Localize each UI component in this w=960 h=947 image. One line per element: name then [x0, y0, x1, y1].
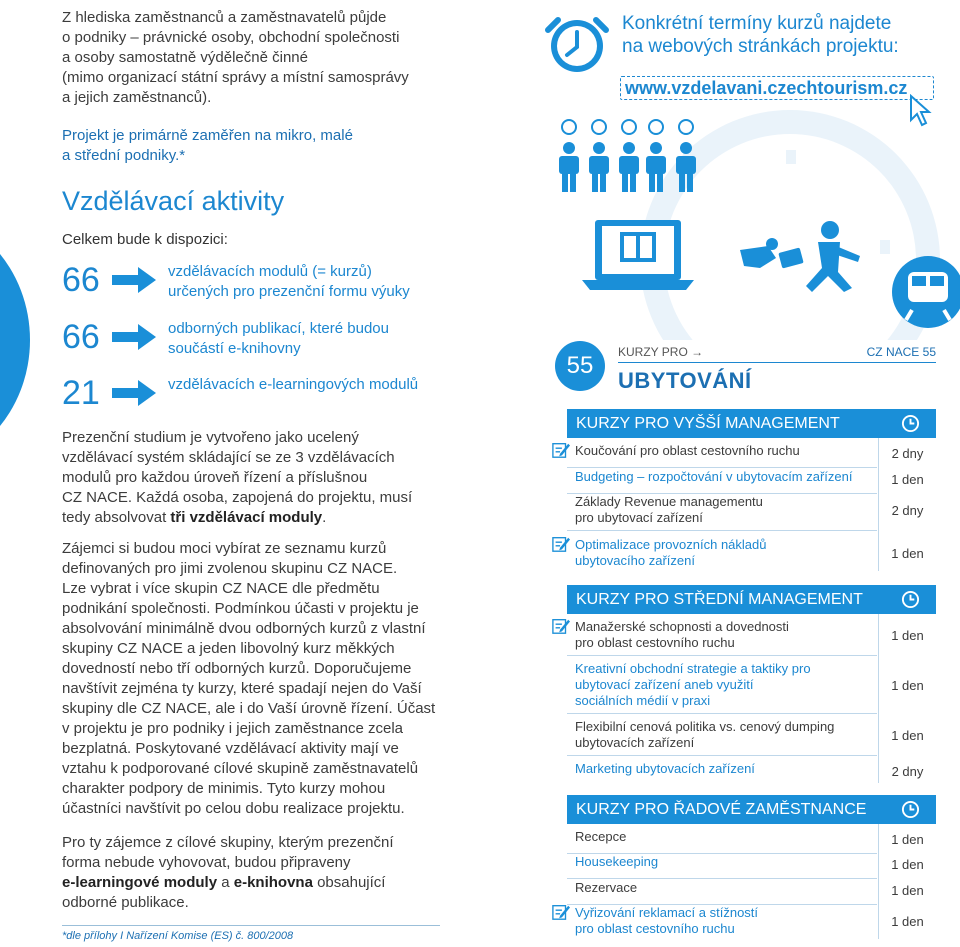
stat-line: určených pro prezenční formu výuky	[168, 283, 410, 300]
web-heading-line: na webových stránkách projektu:	[622, 36, 899, 57]
course-row	[567, 494, 936, 528]
course-duration: 1 den	[891, 728, 924, 743]
project-url-link[interactable]: www.vzdelavani.czechtourism.cz	[620, 76, 934, 100]
paragraph-study	[62, 428, 444, 528]
text-line: Prezenční studium je vytvořeno jako ucelený	[62, 429, 359, 446]
section-title: KURZY PRO ŘADOVÉ ZAMĚSTNANCE	[576, 801, 867, 818]
course-duration: 1 den	[891, 546, 924, 561]
bold-text: tři vzdělávací moduly	[170, 509, 323, 526]
course-name	[575, 719, 875, 751]
section-header	[567, 585, 936, 614]
course-name	[575, 619, 875, 651]
course-name-line: ubytovací zařízení aneb využití	[575, 677, 754, 692]
intro-block	[62, 8, 442, 166]
course-duration: 2 dny	[891, 764, 924, 779]
web-heading	[622, 12, 942, 58]
text-line: Pro ty zájemce z cílové skupiny, kterým prezenční	[62, 834, 394, 851]
course-name-line: Budgeting – rozpočtování v ubytovacím zařízení	[575, 469, 853, 484]
clock-icon	[901, 414, 920, 433]
clock-icon	[901, 800, 920, 819]
course-duration: 1 den	[891, 857, 924, 872]
row-divider	[567, 713, 877, 714]
arrow-icon: →	[691, 345, 704, 359]
course-name	[575, 829, 875, 845]
course-row	[567, 854, 936, 876]
courses-for-label	[618, 345, 703, 359]
course-name-line: Housekeeping	[575, 854, 659, 869]
text-line: CZ NACE. Každá osoba, zapojená do projektu, musí	[62, 489, 413, 506]
clock-icon	[901, 590, 920, 609]
course-name	[575, 761, 875, 777]
course-name-line: ubytovacího zařízení	[575, 553, 695, 568]
text-line: Zájemci si budou moci vybírat ze seznamu kurzů	[62, 540, 387, 557]
course-name	[575, 905, 875, 937]
web-heading-line: Konkrétní termíny kurzů najdete	[622, 13, 892, 34]
course-duration: 1 den	[891, 914, 924, 929]
elearning-pencil-icon	[552, 903, 570, 921]
text-span: .	[322, 509, 327, 526]
course-name-line: Marketing ubytovacích zařízení	[575, 761, 755, 776]
intro-line: Z hlediska zaměstnanců a zaměstnavatelů půjde	[62, 9, 387, 26]
course-name-line: pro oblast cestovního ruchu	[575, 635, 735, 650]
course-name-line: pro oblast cestovního ruchu	[575, 921, 735, 936]
project-line: Projekt je primárně zaměřen na mikro, malé	[62, 127, 353, 144]
course-row	[567, 905, 936, 939]
catalog-title: UBYTOVÁNÍ	[618, 368, 752, 393]
course-name-line: Rezervace	[575, 880, 638, 895]
course-name	[575, 537, 875, 569]
cursor-icon	[908, 94, 934, 128]
project-focus	[62, 126, 442, 166]
bold-text: e-knihovna	[233, 874, 313, 891]
stat-elearning	[62, 375, 468, 411]
arrow-right-icon	[112, 324, 156, 350]
text-line: navštívit zejména ty kurzy, které spadají nejen do Vaší	[62, 680, 422, 697]
course-name	[575, 443, 875, 459]
stat-line: odborných publikací, které budou	[168, 320, 389, 337]
course-name-line: ubytovacích zařízení	[575, 735, 695, 750]
course-name	[575, 661, 875, 709]
arrow-right-icon	[112, 380, 156, 406]
elearning-pencil-icon	[552, 441, 570, 459]
elearning-pencil-icon	[552, 617, 570, 635]
course-name-line: Koučování pro oblast cestovního ruchu	[575, 443, 800, 458]
course-duration: 2 dny	[891, 503, 924, 518]
row-divider	[567, 878, 877, 879]
course-duration: 1 den	[891, 472, 924, 487]
course-name-line: pro ubytovací zařízení	[575, 510, 703, 525]
stat-line: vzdělávacích e-learningových modulů	[168, 376, 419, 393]
bold-text: e-learningové moduly	[62, 874, 218, 891]
course-row	[567, 880, 936, 902]
stat-publications	[62, 319, 468, 359]
intro-line: a osoby samostatně výdělečně činné	[62, 49, 308, 66]
text-line: dovedností nebo tří odborných kurzů. Doporučujeme	[62, 660, 412, 677]
course-name-line: Optimalizace provozních nákladů	[575, 537, 767, 552]
intro-line: (mimo organizací státní správy a místní samosprávy	[62, 69, 409, 86]
course-duration: 2 dny	[891, 446, 924, 461]
text-line: absolvování minimálně dvou odborných kurzů z vlastní	[62, 620, 426, 637]
text-line	[62, 508, 444, 528]
project-line: a střední podniky.*	[62, 147, 186, 164]
row-divider	[567, 530, 877, 531]
course-name	[575, 880, 875, 896]
stat-text	[168, 375, 468, 395]
course-name-line: Kreativní obchodní strategie a taktiky pro	[575, 661, 811, 676]
section-title: KURZY PRO VYŠŠÍ MANAGEMENT	[576, 415, 840, 432]
stat-presence-modules	[62, 262, 468, 302]
footnote-divider	[62, 925, 440, 926]
laptop-icon	[582, 220, 694, 290]
course-name	[575, 469, 875, 485]
text-line: skupiny CZ NACE a jeden libovolný kurz měkkých	[62, 640, 395, 657]
text-line: odborné publikace.	[62, 894, 189, 911]
course-row	[567, 443, 936, 465]
course-row	[567, 719, 936, 753]
course-row	[567, 661, 936, 711]
courses-for-text: KURZY PRO	[618, 345, 688, 359]
decorative-circle	[0, 210, 30, 470]
activities-title: Vzdělávací aktivity	[62, 186, 285, 216]
nace-badge: 55	[555, 341, 605, 391]
course-duration: 1 den	[891, 628, 924, 643]
text-line: účastníci navštívit po celou dobu realizace projektu.	[62, 800, 405, 817]
total-label: Celkem bude k dispozici:	[62, 231, 228, 248]
section-title: KURZY PRO STŘEDNÍ MANAGEMENT	[576, 591, 863, 608]
course-row	[567, 761, 936, 783]
text-line: Lze vybrat i více skupin CZ NACE dle předmětu	[62, 580, 380, 597]
paragraph-elearning	[62, 833, 444, 913]
course-row	[567, 469, 936, 491]
intro-paragraph	[62, 8, 442, 108]
text-line: bezplatná. Poskytované vzdělávací aktivity mají ve	[62, 740, 399, 757]
course-name	[575, 854, 875, 870]
intro-line: o podniky – právnické osoby, obchodní společnosti	[62, 29, 400, 46]
text-line: definovaných pro jimi zvolenou skupinu CZ NACE.	[62, 560, 398, 577]
text-line: vzdělávací systém skládající se ze 3 vzdělávacích	[62, 449, 395, 466]
stat-line: vzdělávacích modulů (= kurzů)	[168, 263, 372, 280]
footnote: *dle přílohy I Nařízení Komise (ES) č. 800/2008	[62, 930, 294, 942]
alarm-clock-icon	[548, 20, 606, 72]
course-name-line: Manažerské schopnosti a dovednosti	[575, 619, 789, 634]
text-line: podnikání společnosti. Podmínkou účasti v projektu je	[62, 600, 419, 617]
text-span: obsahující	[312, 874, 386, 891]
paragraph-selection	[62, 539, 444, 819]
text-span: tedy absolvovat	[62, 509, 171, 526]
text-line: modulů pro každou úroveň řízení a příslušnou	[62, 469, 368, 486]
arrow-right-icon	[112, 267, 156, 293]
text-line	[62, 873, 444, 893]
stat-number: 66	[62, 261, 100, 299]
stat-text	[168, 262, 468, 302]
course-name	[575, 494, 875, 526]
course-row	[567, 619, 936, 653]
text-line: charakter podpory de minimis. Tyto kurzy mohou	[62, 780, 386, 797]
illustration	[540, 10, 960, 340]
course-row	[567, 829, 936, 851]
text-line: skupiny dle CZ NACE, ale i do Vaší úrovně řízení. Účast	[62, 700, 436, 717]
stat-line: součástí e-knihovny	[168, 340, 301, 357]
course-row	[567, 537, 936, 571]
row-divider	[567, 467, 877, 468]
text-line: vztahu k podporované cílové skupině zaměstnavatelů	[62, 760, 419, 777]
stat-text	[168, 319, 468, 359]
section-header	[567, 409, 936, 438]
course-duration: 1 den	[891, 832, 924, 847]
course-duration: 1 den	[891, 678, 924, 693]
course-name-line: Flexibilní cenová politika vs. cenový dumping	[575, 719, 835, 734]
course-name-line: Recepce	[575, 829, 627, 844]
text-line: v projektu je pro podniky i jejich zaměstnance zcela	[62, 720, 404, 737]
elearning-pencil-icon	[552, 535, 570, 553]
course-name-line: sociálních médií v praxi	[575, 693, 711, 708]
row-divider	[567, 655, 877, 656]
course-name-line: Vyřizování reklamací a stížností	[575, 905, 759, 920]
intro-line: a jejich zaměstnanců).	[62, 89, 212, 106]
section-header	[567, 795, 936, 824]
row-divider	[567, 755, 877, 756]
header-divider	[618, 362, 936, 363]
stat-number: 21	[62, 374, 100, 412]
course-duration: 1 den	[891, 883, 924, 898]
text-line: forma nebude vyhovovat, budou připraveny	[62, 854, 351, 871]
cz-nace-label: CZ NACE 55	[866, 345, 936, 359]
text-span: a	[217, 874, 234, 891]
course-name-line: Základy Revenue managementu	[575, 494, 763, 509]
stat-number: 66	[62, 318, 100, 356]
